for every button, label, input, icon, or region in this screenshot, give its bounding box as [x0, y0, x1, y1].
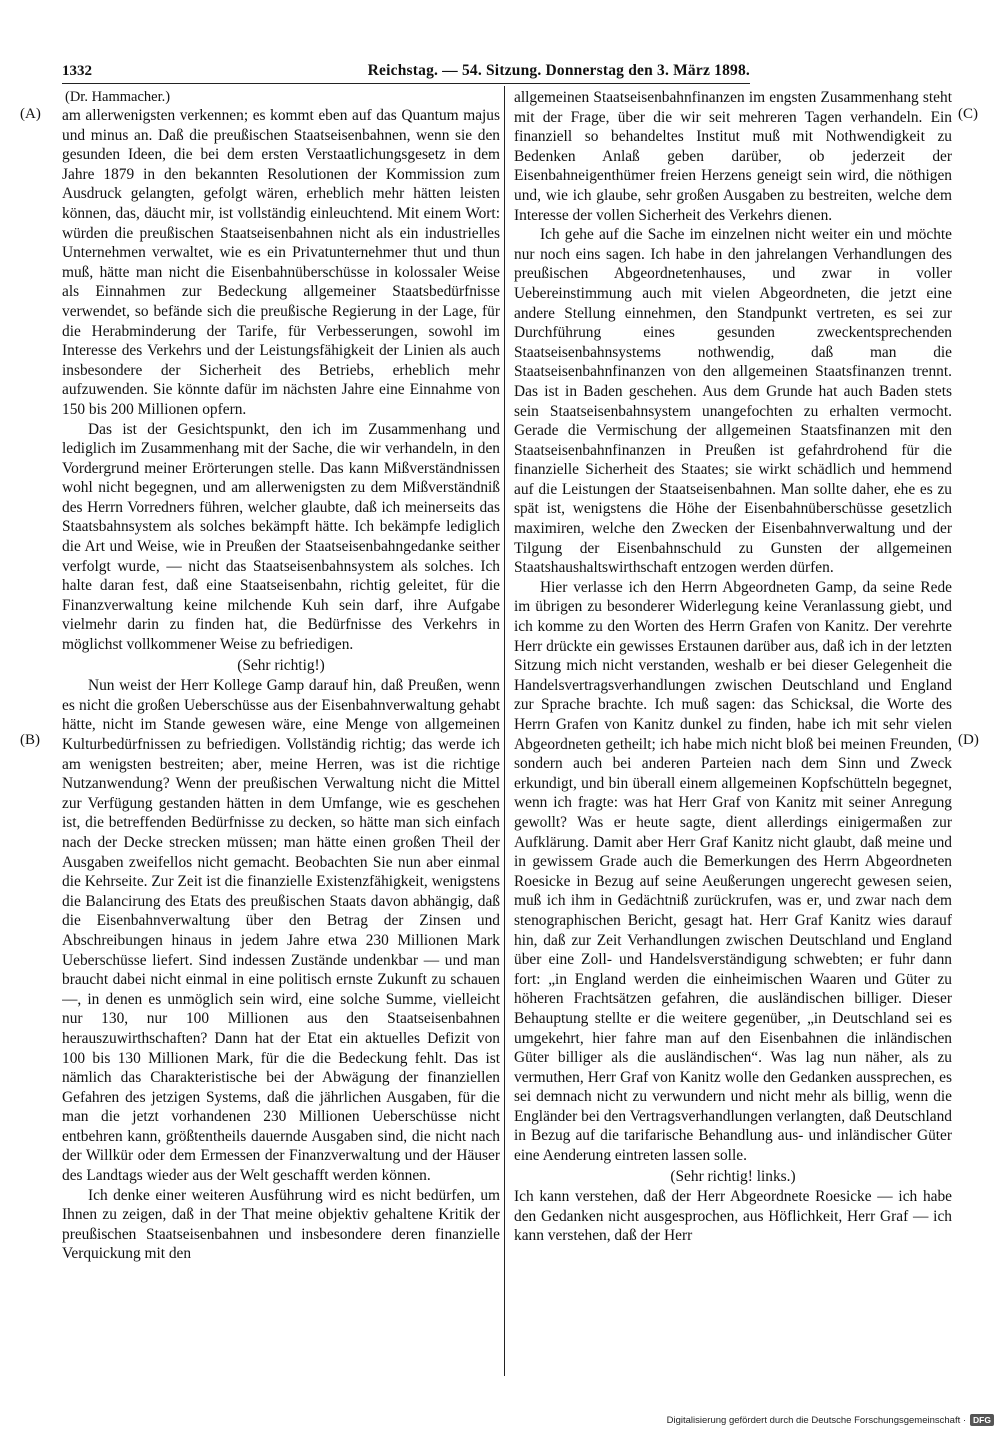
column-divider	[504, 86, 505, 1376]
right-paragraph-1: allgemeinen Staatseisenbahnfinanzen im engsten Zusammenhang steht mit der Frage, über die wir seit mehreren Tagen verhandeln. Ein finanziell so behandeltes Institut muß mit Nothwendigkeit zu Bedenken Anlaß geben darüber, ob jederzeit der Eisenbahneigenthümer freien Herzens geneigt sein wird, die nöthigen und, wie ich glaube, sehr großen Ausgaben zu bestreiten, welche dem Interesse der vollen Sicherheit des Verkehrs dienen.	[514, 89, 952, 224]
speaker-label: (Dr. Hammacher.)	[65, 89, 171, 105]
margin-marker-a: (A)	[20, 106, 41, 122]
margin-marker-c: (C)	[958, 106, 978, 122]
margin-marker-d: (D)	[958, 732, 979, 748]
right-column	[514, 88, 952, 1378]
running-header	[62, 58, 750, 84]
left-paragraph-3: Nun weist der Herr Kollege Gamp darauf hin, daß Preußen, wenn es nicht die großen Ueberschüsse aus der Eisenbahnverwaltung gehabt hätte, nicht im Stande gewesen wäre, eine Menge von allgemeinen Kulturbedürfnissen zu befriedigen. Vollständig richtig; das werde ich am wenigsten bestreiten; aber, meine Herren, was ist die richtige Nutzanwendung? Wenn der preußischen Verwaltung nicht die Mittel zur Verfügung gestanden hätten in dem Umfange, wie es geschehen ist, die betreffenden Bedürfnisse zu decken, so hätte man sich einfach nach der Decke strecken müssen; man hätte einen großen Theil der Ausgaben zweifellos nicht gemacht. Beobachten Sie nun aber einmal die Kehrseite. Zur Zeit ist die finanzielle Existenzfähigkeit, wenigstens die Balancirung des Etats des preußischen Staats davon abhängig, daß die Eisenbahnverwaltung über den Betrag der Zinsen und Abschreibungen hinaus in jedem Jahre etwa 230 Millionen Mark Ueberschüsse liefert. Sind indessen Zustände undenkbar — und man braucht dabei nicht einmal in eine politisch ernste Zukunft zu schauen —, in denen es unmöglich sein wird, eine solche Summe, vielleicht nur 130, nur 100 Millionen aus den Staatseisenbahnen herauszuwirthschaften? Dann hat der Etat ein aktuelles Defizit von 100 bis 130 Millionen Mark, für die die Bedeckung fehlt. Das ist nämlich das Charakteristische bei der Abwägung der finanziellen Gefahren des jetzigen Systems, daß die jährlichen Ausgaben, für die man die jetzt vorhandenen 230 Millionen Ueberschüsse nicht entbehren kann, größtentheils dauernde Ausgaben sind, die nicht nach der Willkür oder dem Ermessen der Finanzverwaltung und der Häuser des Landtags wieder aus der Welt geschafft werden können.	[62, 677, 500, 1185]
right-paragraph-3: Hier verlasse ich den Herrn Abgeordneten Gamp, da seine Rede im übrigen zu besonderer Widerlegung keine Veranlassung giebt, und ich komme zu den Worten des Herrn Grafen von Kanitz. Der verehrte Herr drückte ein gewisses Erstaunen darüber aus, daß ich in der letzten Sitzung mich nicht verstanden, weshalb er bei dieser Gelegenheit die Handelsvertragsverhandlungen zwischen Deutschland und England zur Sprache brachte. Ich muß sagen: das Schicksal, die Worte des Herrn Grafen von Kanitz dunkel zu finden, habe ich mit sehr vielen Abgeordneten getheilt; ich habe mich nicht bloß bei meinen Freunden, sondern auch bei anderen Parteien nach dem Sinn und Zweck erkundigt, und bin überall einem allgemeinen Kopfschütteln begegnet, wenn ich fragte: was hat Herr Graf von Kanitz mit seiner Anregung gewollt? Was er heute sagte, dient allerdings einigermaßen zur Aufklärung. Damit aber Herr Graf Kanitz nicht glaubt, daß meine und in gewissem Grade auch die Bemerkungen des Herrn Abgeordneten Roesicke in Bezug auf seine Aeußerungen ungerecht gewesen seien, muß ich ihm in Gedächtniß zurückrufen, was er, und zwar nach dem stenographischen Bericht, gesagt hat. Herr Graf Kanitz wies darauf hin, daß zur Zeit Verhandlungen zwischen Deutschland und England über eine Zoll- und Handelsverständigung schwebten; er fuhr dann fort: „in England werden die einheimischen Waaren und Güter zu höheren Frachtsätzen gefahren, die ausländischen billiger. Dieser Behauptung stellte er die weitere gegenüber, „in Deutschland sei es umgekehrt, hier fahre man auf den Eisenbahnen die inländischen Güter billiger als die ausländischen“. Was lag nun näher, als zu vermuthen, Herr Graf von Kanitz wolle den Gedanken aussprechen, es sei demnach nicht zu verwundern und nicht mehr als billig, wenn die Engländer bei den Vertragsverhandlungen verlangten, daß Deutschland in Bezug auf die tarifarische Behandlung aus- und inländischer Güter eine Aenderung eintreten lassen solle.	[514, 578, 952, 1165]
right-paragraph-2: Ich gehe auf die Sache im einzelnen nicht weiter ein und möchte nur noch eins sagen. Ich habe in den jahrelangen Verhandlungen des preußischen Abgeordnetenhauses, und zwar in voller Uebereinstimmung auch mit vielen Abgeordneten, die jetzt eine andere Stellung einnehmen, den Standpunkt vertreten, es sei zur Durchführung eines gesunden zweckentsprechenden Staatseisenbahnsystems nothwendig, daß man die Staatseisenbahnfinanzen von den allgemeinen Staatsfinanzen trennt. Das ist in Baden geschehen. Aus dem Grunde hat auch Baden stets sein Staatseisenbahnsystem unangefochten zu erhalten vermocht. Gerade die Vermischung der allgemeinen Staatsfinanzen mit den Staatseisenbahnfinanzen in Preußen ist gefahrdrohend für die finanzielle Sicherheit des Staates; sie wirkt schädlich und hemmend auf die Leistungen der Staatseisenbahnen. Man sollte daher, ehe es zu spät ist, wenigstens die Höhe der Eisenbahnüberschüsse gesetzlich maximiren, welche den Zwecken der Eisenbahnverwaltung und der Tilgung der Eisenbahnschuld zu Gunsten der allgemeinen Staatshaushaltswirthschaft entzogen werden dürfen.	[514, 226, 952, 577]
left-paragraph-4: Ich denke einer weiteren Ausführung wird es nicht bedürfen, um Ihnen zu zeigen, daß in der That meine objektiv gehaltene Kritik der preußischen Staatseisenbahnen und insbesondere deren finanzielle Verquickung mit den	[62, 1186, 500, 1263]
interjection-sehr-richtig-links: (Sehr richtig! links.)	[670, 1167, 796, 1185]
margin-marker-b: (B)	[20, 732, 40, 748]
left-paragraph-2: Das ist der Gesichtspunkt, den ich im Zusammenhang und lediglich im Zusammenhang mit der Sache, die wir verhandeln, in den Vordergrund meiner Erörterungen stelle. Das kann Mißverständnissen wohl nicht begegnen, und am allerwenigsten zu dem Mißverständniß des Herrn Vorredners führen, welcher glaubte, daß ich meinerseits das Staatsbahnsystem als solches bekämpft hätte. Ich bekämpfe lediglich die Art und Weise, wie in Preußen der Staatseisenbahngedanke seither verfolgt wurde, — nicht das Staatseisenbahnsystem als solches. Ich halte daran fest, daß eine Staatseisenbahn, richtig geleitet, für die Finanzverwaltung keine milchende Kuh sein darf, ihre Aufgabe vielmehr darin zu finden hat, die Bedürfnisse des Verkehrs in möglichst vollkommener Weise zu befriedigen.	[62, 420, 500, 654]
left-column	[62, 88, 500, 1378]
right-paragraph-4: Ich kann verstehen, daß der Herr Abgeordnete Roesicke — ich habe den Gedanken nicht ausgesprochen, aus Höflichkeit, Herr Graf — ich kann verstehen, daß der Herr	[514, 1188, 952, 1245]
interjection-sehr-richtig: (Sehr richtig!)	[237, 656, 325, 674]
footer-text: Digitalisierung gefördert durch die Deutsche Forschungsgemeinschaft ·	[666, 1414, 967, 1426]
dfg-logo: DFG	[970, 1414, 994, 1426]
digitization-credit	[667, 1414, 994, 1426]
page-number: 1332	[62, 62, 92, 79]
running-title: Reichstag. — 54. Sitzung. Donnerstag den 3. März 1898.	[367, 62, 750, 79]
header-rule	[62, 83, 750, 84]
left-paragraph-1: am allerwenigsten verkennen; es kommt eben auf das Quantum majus und minus an. Daß die preußischen Staatseisenbahnen, wenn sie den gesunden Ideen, die bei dem ersten Verstaatlichungsgesetz in dem Jahre 1879 in den bekannten Resolutionen der Kommission zum Ausdruck gelangten, gefolgt wären, erheblich mehr hätten leisten können, das, däucht mir, ist vollständig einleuchtend. Mit einem Wort: würden die preußischen Staatseisenbahnen nicht als ein industrielles Unternehmen verwaltet, wie es ein Privatunternehmer thut und thun muß, hätte man nicht die Eisenbahnüberschüsse in kolossaler Weise als Einnahmen zur Bedeckung allgemeiner Staatsbedürfnisse verwendet, so befände sich die preußische Regierung in der Lage, für die Herabminderung der Tarife, für Verbesserungen, sowohl im Interesse des Verkehrs und der Leistungsfähigkeit der Linien als auch insbesondere der Sicherheit des Betriebs, erheblich mehr aufzuwenden. Sie könnte dafür im nächsten Jahre eine Einnahme von 150 bis 200 Millionen opfern.	[62, 107, 500, 418]
